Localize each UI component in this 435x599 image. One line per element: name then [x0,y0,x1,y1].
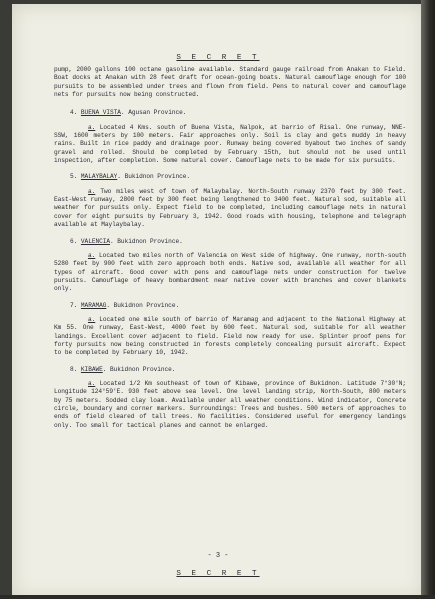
section-heading: 7. MARAMAG. Bukidnon Province. [70,301,180,309]
section-paragraph [54,252,406,294]
section-buena-vista [54,109,406,165]
section-name: MALAYBALAY [80,173,118,181]
section-province: Bukidnon Province. [110,365,176,373]
section-number: 5. [70,173,78,181]
section-number: 8. [70,365,78,373]
paragraph-label: a. [88,123,96,131]
section-valencia [54,238,406,294]
paragraph-text: Located one mile south of barrio of Maramag and adjacent to the National Highway at Km 55. One runway, East-West, 4000 feet by 600 feet. Natural sod, suitable for all weather landings. Excellent cover adjacent to field. Field now ready for use. Splinter proof pens for forty pursuits now being constructed in forests completely concealing pursuit aircraft. Expect to be completed by February 10, 1942. [54,315,406,357]
scan-border [0,595,435,599]
section-kibawe [54,366,406,430]
section-province: Bukidnon Province. [124,173,190,181]
section-paragraph [54,316,406,358]
section-name: KIBAWE [80,365,103,373]
section-paragraph [54,380,406,430]
section-maramag [54,302,406,358]
section-malaybalay [54,173,406,229]
paragraph-text: Located 1/2 Km southeast of town of Kibawe, province of Bukidnon. Latitude 7°30'N; Longitude 124°59'E. 930 feet above sea level. One level landing strip, North-South, 800 meters by 75 meters. Sodded clay loam. Available under all weather conditions. Wind indicator, Concrete circle, boundary and corner markers. Surroundings: Trees and bushes. 500 meters of approaches to ends of field cleared of tall trees. No facilities. Considered useful for emergency landings only. Too small for tactical planes and cannot be enlarged. [54,379,406,429]
section-number: 7. [70,301,78,309]
section-number: 4. [70,109,78,117]
paragraph-label: a. [88,379,96,387]
section-heading: 6. VALENCIA. Bukidnon Province. [70,237,183,245]
section-province: Agusan Province. [128,109,187,117]
section-name: BUENA VISTA [80,109,121,117]
document-page [12,4,424,599]
section-paragraph [54,124,406,166]
paragraph-label: a. [88,251,96,259]
paragraph-text: Located 4 Kms. south of Buena Vista, Nalpok, at barrio of Risal. One runway, NNE-SSW, 1600 meters by 100 meters. Fair approaches only. Soil is clay and gets muddy in heavy rains. Built in rice paddy and drainage poor. Runway being covered byabout two inches of sandy gravel and rolled. Should be completed by February 15th, but should not be used until inspection, after completion. Some natural cover. Camouflage nets to be made for six pursuits. [54,123,406,165]
footer-classification: S E C R E T [176,570,260,578]
page-number: - 3 - [207,552,229,560]
section-heading: 8. KIBAWE. Bukidnon Province. [70,365,176,373]
paragraph-label: a. [88,315,96,323]
paragraph-text: Located two miles north of Valencia on West side of highway. One runway, north-south 5280 feet by 900 feet with zero approach both ends. Native sod, available all weather for all types of aircraft. Good cover with pens and camouflage nets under construction for twelve pursuits. Camouflage of heavy bombardment near native cover with branches and cover blankets only. [54,251,406,293]
section-province: Bukidnon Province. [117,237,183,245]
intro-paragraph: pump, 2000 gallons 100 octane gasoline available. Standard gauge railroad from Anakan to Field. Boat docks at Anakan with 28 feet draft for ocean-going boats. Natural camouflage enough for 100 pursuits to be assembled under trees and flown from field. Pens to natural cover and camouflage nets for pursuits now being constructed. [54,66,406,99]
document-body [54,66,406,430]
section-number: 6. [70,237,78,245]
section-province: Bukidnon Province. [113,301,180,309]
paragraph-label: a. [88,187,96,195]
paragraph-text: Two miles west of town of Malaybalay. North-South runway 2370 feet by 300 feet. East-West runway, 2800 feet by 300 feet being lengthened to 3400 feet. Natural sod, suitable all weather for pursuits only. Expect field to be completed, including camouflage nets in natural cover for eight pursuits by February 3, 1942. Good roads with housing, telephone and telegraph available at Maylaybalay. [54,187,406,229]
section-name: VALENCIA [80,237,111,245]
section-heading: 5. MALAYBALAY. Bukidnon Province. [70,173,190,181]
header-classification: S E C R E T [176,54,260,62]
section-heading: 4. BUENA VISTA. Agusan Province. [70,109,187,117]
section-name: MARAMAG [80,301,107,309]
section-paragraph [54,188,406,230]
binder-edge [421,0,435,599]
